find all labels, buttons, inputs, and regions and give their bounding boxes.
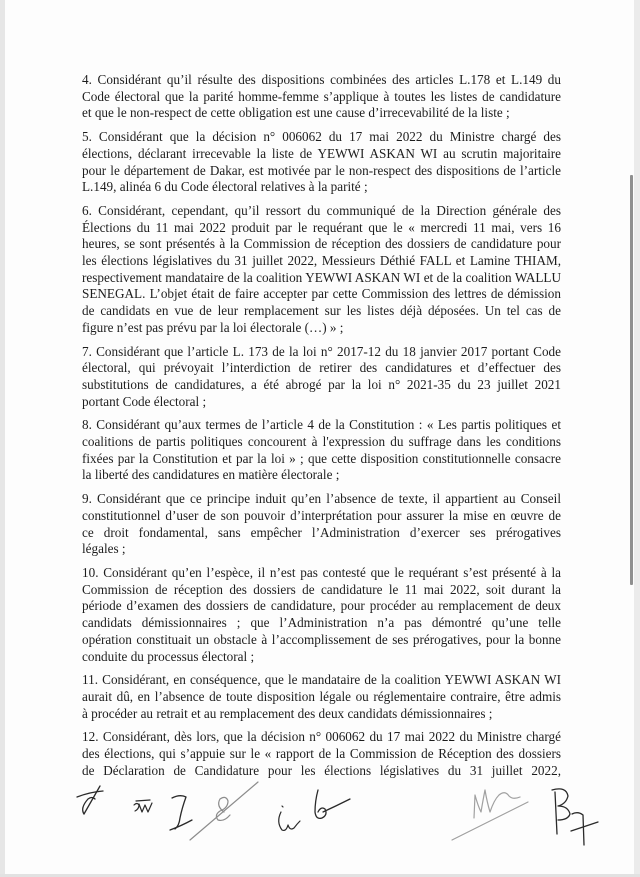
text-line: heures, se sont présentés à la Commission de réception des dossiers de candidature pour (82, 236, 561, 252)
text-line: 7. Considérant que l’article L. 173 de la loi n° 2017-12 du 18 janvier 2017 portant Code (82, 343, 561, 359)
signature-5 (279, 806, 300, 830)
text-line: 4. Considérant qu’il résulte des dispositions combinées des articles L.178 et L.149 du (82, 72, 561, 87)
paragraph-10 (82, 565, 561, 665)
text-line: élections, déclarant irrecevable la liste de YEWWI ASKAN WI au scrutin majoritaire (82, 145, 561, 161)
scrollbar-track[interactable] (634, 0, 640, 877)
text-line: 8. Considérant qu’aux termes de l’article 4 de la Constitution : « Les partis politiques et (82, 417, 561, 433)
scrollbar-thumb[interactable] (630, 175, 633, 585)
text-line: les élections législatives du 31 juillet 2022, Messieurs Déthié FALL et Lamine THIAM, (82, 253, 561, 269)
signature-7 (452, 790, 528, 840)
text-line: de candidats en vue de leur remplacement sur les listes déjà déposées. Un tel cas de (82, 303, 561, 319)
text-line: période d’examen des dossiers de candidature, pour procéder au remplacement de deux (82, 598, 561, 614)
text-line: et que le non-respect de cette obligation est une cause d’irrecevabilité de la liste ; (82, 105, 510, 121)
text-line: à procéder au retrait et au remplacement des deux candidats démissionnaires ; (82, 705, 493, 721)
signature-6 (315, 790, 350, 818)
text-line: ce droit fondamental, sans empêcher l’Administration d’exercer ses prérogatives (82, 524, 561, 540)
paragraph-11 (82, 672, 561, 722)
text-line: électoral, qui prévoyait l’interdiction de retirer des candidatures et d’effectuer des (82, 360, 561, 376)
signature-2 (134, 800, 152, 812)
text-line: L.149, alinéa 6 du Code électoral relatives à la parité ; (82, 179, 368, 195)
text-line: la liberté des candidatures en matière électorale ; (82, 467, 340, 483)
text-line: légales ; (82, 541, 126, 557)
text-line: constitutionnel d’user de son pouvoir d’interprétation pour assurer la mise en œuvre de (82, 507, 561, 523)
text-line: 11. Considérant, en conséquence, que le mandataire de la coalition YEWWI ASKAN WI (82, 672, 561, 688)
text-line: respectivement mandataire de la coalition YEWWI ASKAN WI et de la coalition WALLU (82, 269, 561, 285)
text-line: 10. Considérant qu’en l’espèce, il n’est pas contesté que le requérant s’est présenté à la (82, 564, 561, 580)
signature-8 (552, 789, 598, 845)
text-line: SENEGAL. L’objet était de faire accepter par cette Commission des lettres de démission (82, 286, 561, 302)
text-line: conduite du processus électoral ; (82, 648, 255, 664)
signature-3 (170, 796, 192, 830)
document-body (82, 72, 561, 786)
paragraph-5 (82, 129, 561, 196)
paragraph-4 (82, 72, 561, 122)
text-line: 9. Considérant que ce principe induit qu’en l’absence de texte, il appartient au Conseil (82, 491, 561, 507)
text-line: portant Code électoral ; (82, 393, 207, 409)
text-line: substitutions de candidatures, a été abrogé par la loi n° 2021-35 du 23 juillet 2021 (82, 376, 561, 392)
text-line: figure n’est pas prévu par la loi électorale (…) » ; (82, 319, 344, 335)
paragraph-12 (82, 729, 561, 779)
signature-4 (190, 782, 258, 840)
paragraph-6 (82, 203, 561, 337)
paragraph-9 (82, 491, 561, 558)
paragraph-7 (82, 344, 561, 411)
text-line: coalitions de partis politiques concourent à l'expression du suffrage dans les conditions (82, 434, 561, 450)
text-line: Code électoral que la parité homme-femme s’applique à toutes les listes de candidature (82, 88, 561, 104)
text-line: pour le département de Dakar, est motivée par le non-respect des dispositions de l’article (82, 162, 561, 178)
page-left-edge (0, 0, 5, 877)
text-line: opération constituait un obstacle à l’accomplissement de ses prérogatives, pour la bonne (82, 631, 561, 647)
paragraph-8 (82, 417, 561, 484)
text-line: Élections du 11 mai 2022 produit par le requérant que le « mercredi 11 mai, vers 16 (82, 219, 561, 235)
signature-1 (77, 786, 103, 814)
text-line: Commission de réception des dossiers de candidature le 11 mai 2022, soit durant la (82, 581, 561, 597)
text-line: 12. Considérant, dès lors, que la décision n° 006062 du 17 mai 2022 du Ministre chargé (82, 729, 561, 745)
text-line: des élections, qui s’appuie sur le « rapport de la Commission de Réception des dossiers (82, 746, 561, 762)
text-line: candidats démissionnaires ; que l’Administration n’a pas démontré qu’une telle (82, 615, 561, 631)
text-line: fixées par la Constitution et par la loi » ; que cette disposition constitutionnelle consacre (82, 450, 561, 466)
text-line: aurait dû, en l’absence de toute disposition légale ou réglementaire contraire, être admis (82, 688, 561, 704)
text-line: 6. Considérant, cependant, qu’il ressort du communiqué de la Direction générale des (82, 202, 561, 218)
text-line: de Déclaration de Candidature pour les élections législatives du 31 juillet 2022, (82, 762, 561, 778)
text-line: 5. Considérant que la décision n° 006062 du 17 mai 2022 du Ministre chargé des (82, 129, 561, 145)
